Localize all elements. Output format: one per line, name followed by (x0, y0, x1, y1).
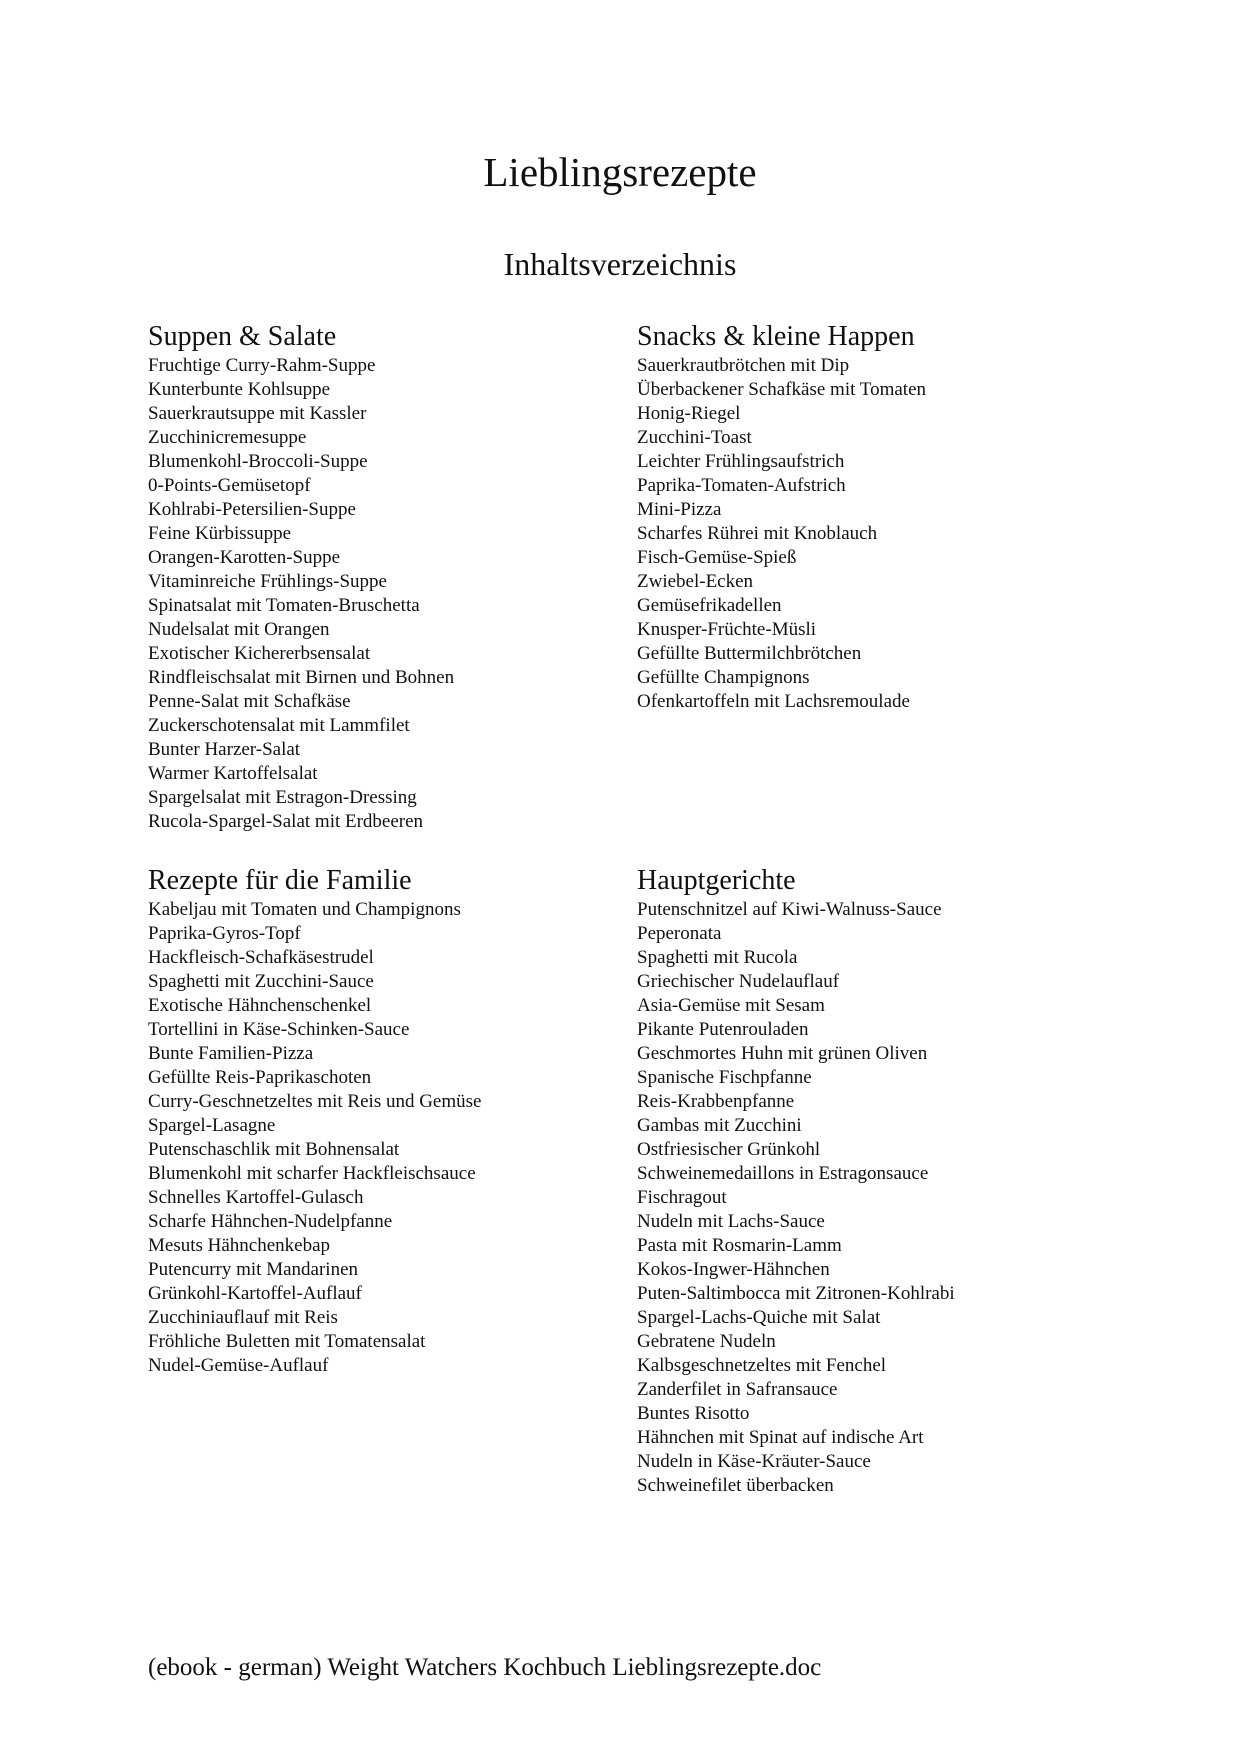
recipe-list (637, 898, 1107, 1498)
recipe-item: Nudel-Gemüse-Auflauf (148, 1355, 329, 1376)
recipe-item: Ostfriesischer Grünkohl (637, 1139, 821, 1160)
recipe-item: Fisch-Gemüse-Spieß (637, 547, 797, 568)
recipe-item: Gemüsefrikadellen (637, 595, 782, 616)
recipe-item: Leichter Frühlingsaufstrich (637, 451, 845, 472)
recipe-item: Asia-Gemüse mit Sesam (637, 995, 825, 1016)
recipe-list (637, 354, 1107, 714)
section-suppen-salate (148, 320, 618, 834)
recipe-item: Sauerkrautbrötchen mit Dip (637, 355, 850, 376)
recipe-item: Hackfleisch-Schafkäsestrudel (148, 947, 374, 968)
recipe-item: Feine Kürbissuppe (148, 523, 292, 544)
recipe-item: Kunterbunte Kohlsuppe (148, 379, 331, 400)
recipe-item: Schweinemedaillons in Estragonsauce (637, 1163, 929, 1184)
recipe-item: Orangen-Karotten-Suppe (148, 547, 341, 568)
recipe-item: Peperonata (637, 923, 722, 944)
recipe-item: Zwiebel-Ecken (637, 571, 754, 592)
recipe-item: Bunte Familien-Pizza (148, 1043, 314, 1064)
recipe-item: Geschmortes Huhn mit grünen Oliven (637, 1043, 928, 1064)
recipe-item: Vitaminreiche Frühlings-Suppe (148, 571, 387, 592)
recipe-item: Pasta mit Rosmarin-Lamm (637, 1235, 842, 1256)
recipe-item: Hähnchen mit Spinat auf indische Art (637, 1427, 924, 1448)
recipe-item: Knusper-Früchte-Müsli (637, 619, 817, 640)
recipe-item: Gebratene Nudeln (637, 1331, 776, 1352)
recipe-item: Blumenkohl-Broccoli-Suppe (148, 451, 368, 472)
recipe-list (148, 898, 618, 1378)
recipe-item: Blumenkohl mit scharfer Hackfleischsauce (148, 1163, 476, 1184)
recipe-item: Exotischer Kichererbsensalat (148, 643, 371, 664)
recipe-item: Scharfe Hähnchen-Nudelpfanne (148, 1211, 393, 1232)
recipe-item: Zucchinicremesuppe (148, 427, 307, 448)
recipe-item: Puten-Saltimbocca mit Zitronen-Kohlrabi (637, 1283, 955, 1304)
recipe-item: Mesuts Hähnchenkebap (148, 1235, 331, 1256)
recipe-item: Zuckerschotensalat mit Lammfilet (148, 715, 410, 736)
recipe-item: Rindfleischsalat mit Birnen und Bohnen (148, 667, 455, 688)
recipe-item: Buntes Risotto (637, 1403, 750, 1424)
document-footer: (ebook - german) Weight Watchers Kochbuch Lieblingsrezepte.doc (148, 1654, 822, 1681)
recipe-item: Gefüllte Reis-Paprikaschoten (148, 1067, 372, 1088)
recipe-item: Mini-Pizza (637, 499, 722, 520)
recipe-item: 0-Points-Gemüsetopf (148, 475, 311, 496)
recipe-item: Spargelsalat mit Estragon-Dressing (148, 787, 417, 808)
recipe-item: Kalbsgeschnetzeltes mit Fenchel (637, 1355, 887, 1376)
section-heading: Suppen & Salate (148, 321, 337, 352)
recipe-item: Sauerkrautsuppe mit Kassler (148, 403, 367, 424)
recipe-item: Gefüllte Champignons (637, 667, 810, 688)
recipe-item: Nudeln in Käse-Kräuter-Sauce (637, 1451, 871, 1472)
recipe-item: Pikante Putenrouladen (637, 1019, 809, 1040)
recipe-item: Kohlrabi-Petersilien-Suppe (148, 499, 356, 520)
recipe-item: Kokos-Ingwer-Hähnchen (637, 1259, 830, 1280)
recipe-item: Scharfes Rührei mit Knoblauch (637, 523, 878, 544)
section-familie (148, 864, 618, 1378)
recipe-item: Zucchini-Toast (637, 427, 752, 448)
recipe-item: Fischragout (637, 1187, 727, 1208)
recipe-item: Putenschnitzel auf Kiwi-Walnuss-Sauce (637, 899, 942, 920)
recipe-item: Zucchiniauflauf mit Reis (148, 1307, 338, 1328)
recipe-item: Schnelles Kartoffel-Gulasch (148, 1187, 364, 1208)
recipe-item: Spaghetti mit Zucchini-Sauce (148, 971, 374, 992)
recipe-item: Fröhliche Buletten mit Tomatensalat (148, 1331, 426, 1352)
recipe-item: Spaghetti mit Rucola (637, 947, 798, 968)
recipe-item: Spinatsalat mit Tomaten-Bruschetta (148, 595, 420, 616)
section-hauptgerichte (637, 864, 1107, 1498)
document-title: Lieblingsrezepte (483, 149, 757, 195)
recipe-item: Grünkohl-Kartoffel-Auflauf (148, 1283, 362, 1304)
recipe-item: Tortellini in Käse-Schinken-Sauce (148, 1019, 410, 1040)
section-snacks (637, 320, 1107, 714)
recipe-item: Warmer Kartoffelsalat (148, 763, 318, 784)
section-heading: Snacks & kleine Happen (637, 321, 915, 352)
recipe-item: Schweinefilet überbacken (637, 1475, 834, 1496)
recipe-item: Spargel-Lasagne (148, 1115, 276, 1136)
recipe-item: Gambas mit Zucchini (637, 1115, 802, 1136)
recipe-item: Fruchtige Curry-Rahm-Suppe (148, 355, 376, 376)
recipe-item: Putenschaschlik mit Bohnensalat (148, 1139, 400, 1160)
section-heading: Rezepte für die Familie (148, 865, 412, 896)
recipe-item: Griechischer Nudelauflauf (637, 971, 840, 992)
recipe-item: Kabeljau mit Tomaten und Champignons (148, 899, 461, 920)
recipe-item: Honig-Riegel (637, 403, 741, 424)
recipe-item: Putencurry mit Mandarinen (148, 1259, 359, 1280)
recipe-item: Paprika-Tomaten-Aufstrich (637, 475, 846, 496)
recipe-item: Rucola-Spargel-Salat mit Erdbeeren (148, 811, 424, 832)
recipe-item: Nudeln mit Lachs-Sauce (637, 1211, 825, 1232)
recipe-item: Ofenkartoffeln mit Lachsremoulade (637, 691, 910, 712)
recipe-list (148, 354, 618, 834)
recipe-item: Penne-Salat mit Schafkäse (148, 691, 351, 712)
recipe-item: Zanderfilet in Safransauce (637, 1379, 838, 1400)
recipe-item: Spanische Fischpfanne (637, 1067, 812, 1088)
recipe-item: Curry-Geschnetzeltes mit Reis und Gemüse (148, 1091, 482, 1112)
recipe-item: Paprika-Gyros-Topf (148, 923, 301, 944)
recipe-item: Nudelsalat mit Orangen (148, 619, 330, 640)
toc-heading: Inhaltsverzeichnis (503, 246, 737, 282)
recipe-item: Reis-Krabbenpfanne (637, 1091, 795, 1112)
recipe-item: Spargel-Lachs-Quiche mit Salat (637, 1307, 881, 1328)
recipe-item: Überbackener Schafkäse mit Tomaten (637, 379, 927, 400)
recipe-item: Exotische Hähnchenschenkel (148, 995, 372, 1016)
section-heading: Hauptgerichte (637, 865, 796, 896)
recipe-item: Bunter Harzer-Salat (148, 739, 301, 760)
recipe-item: Gefüllte Buttermilchbrötchen (637, 643, 862, 664)
